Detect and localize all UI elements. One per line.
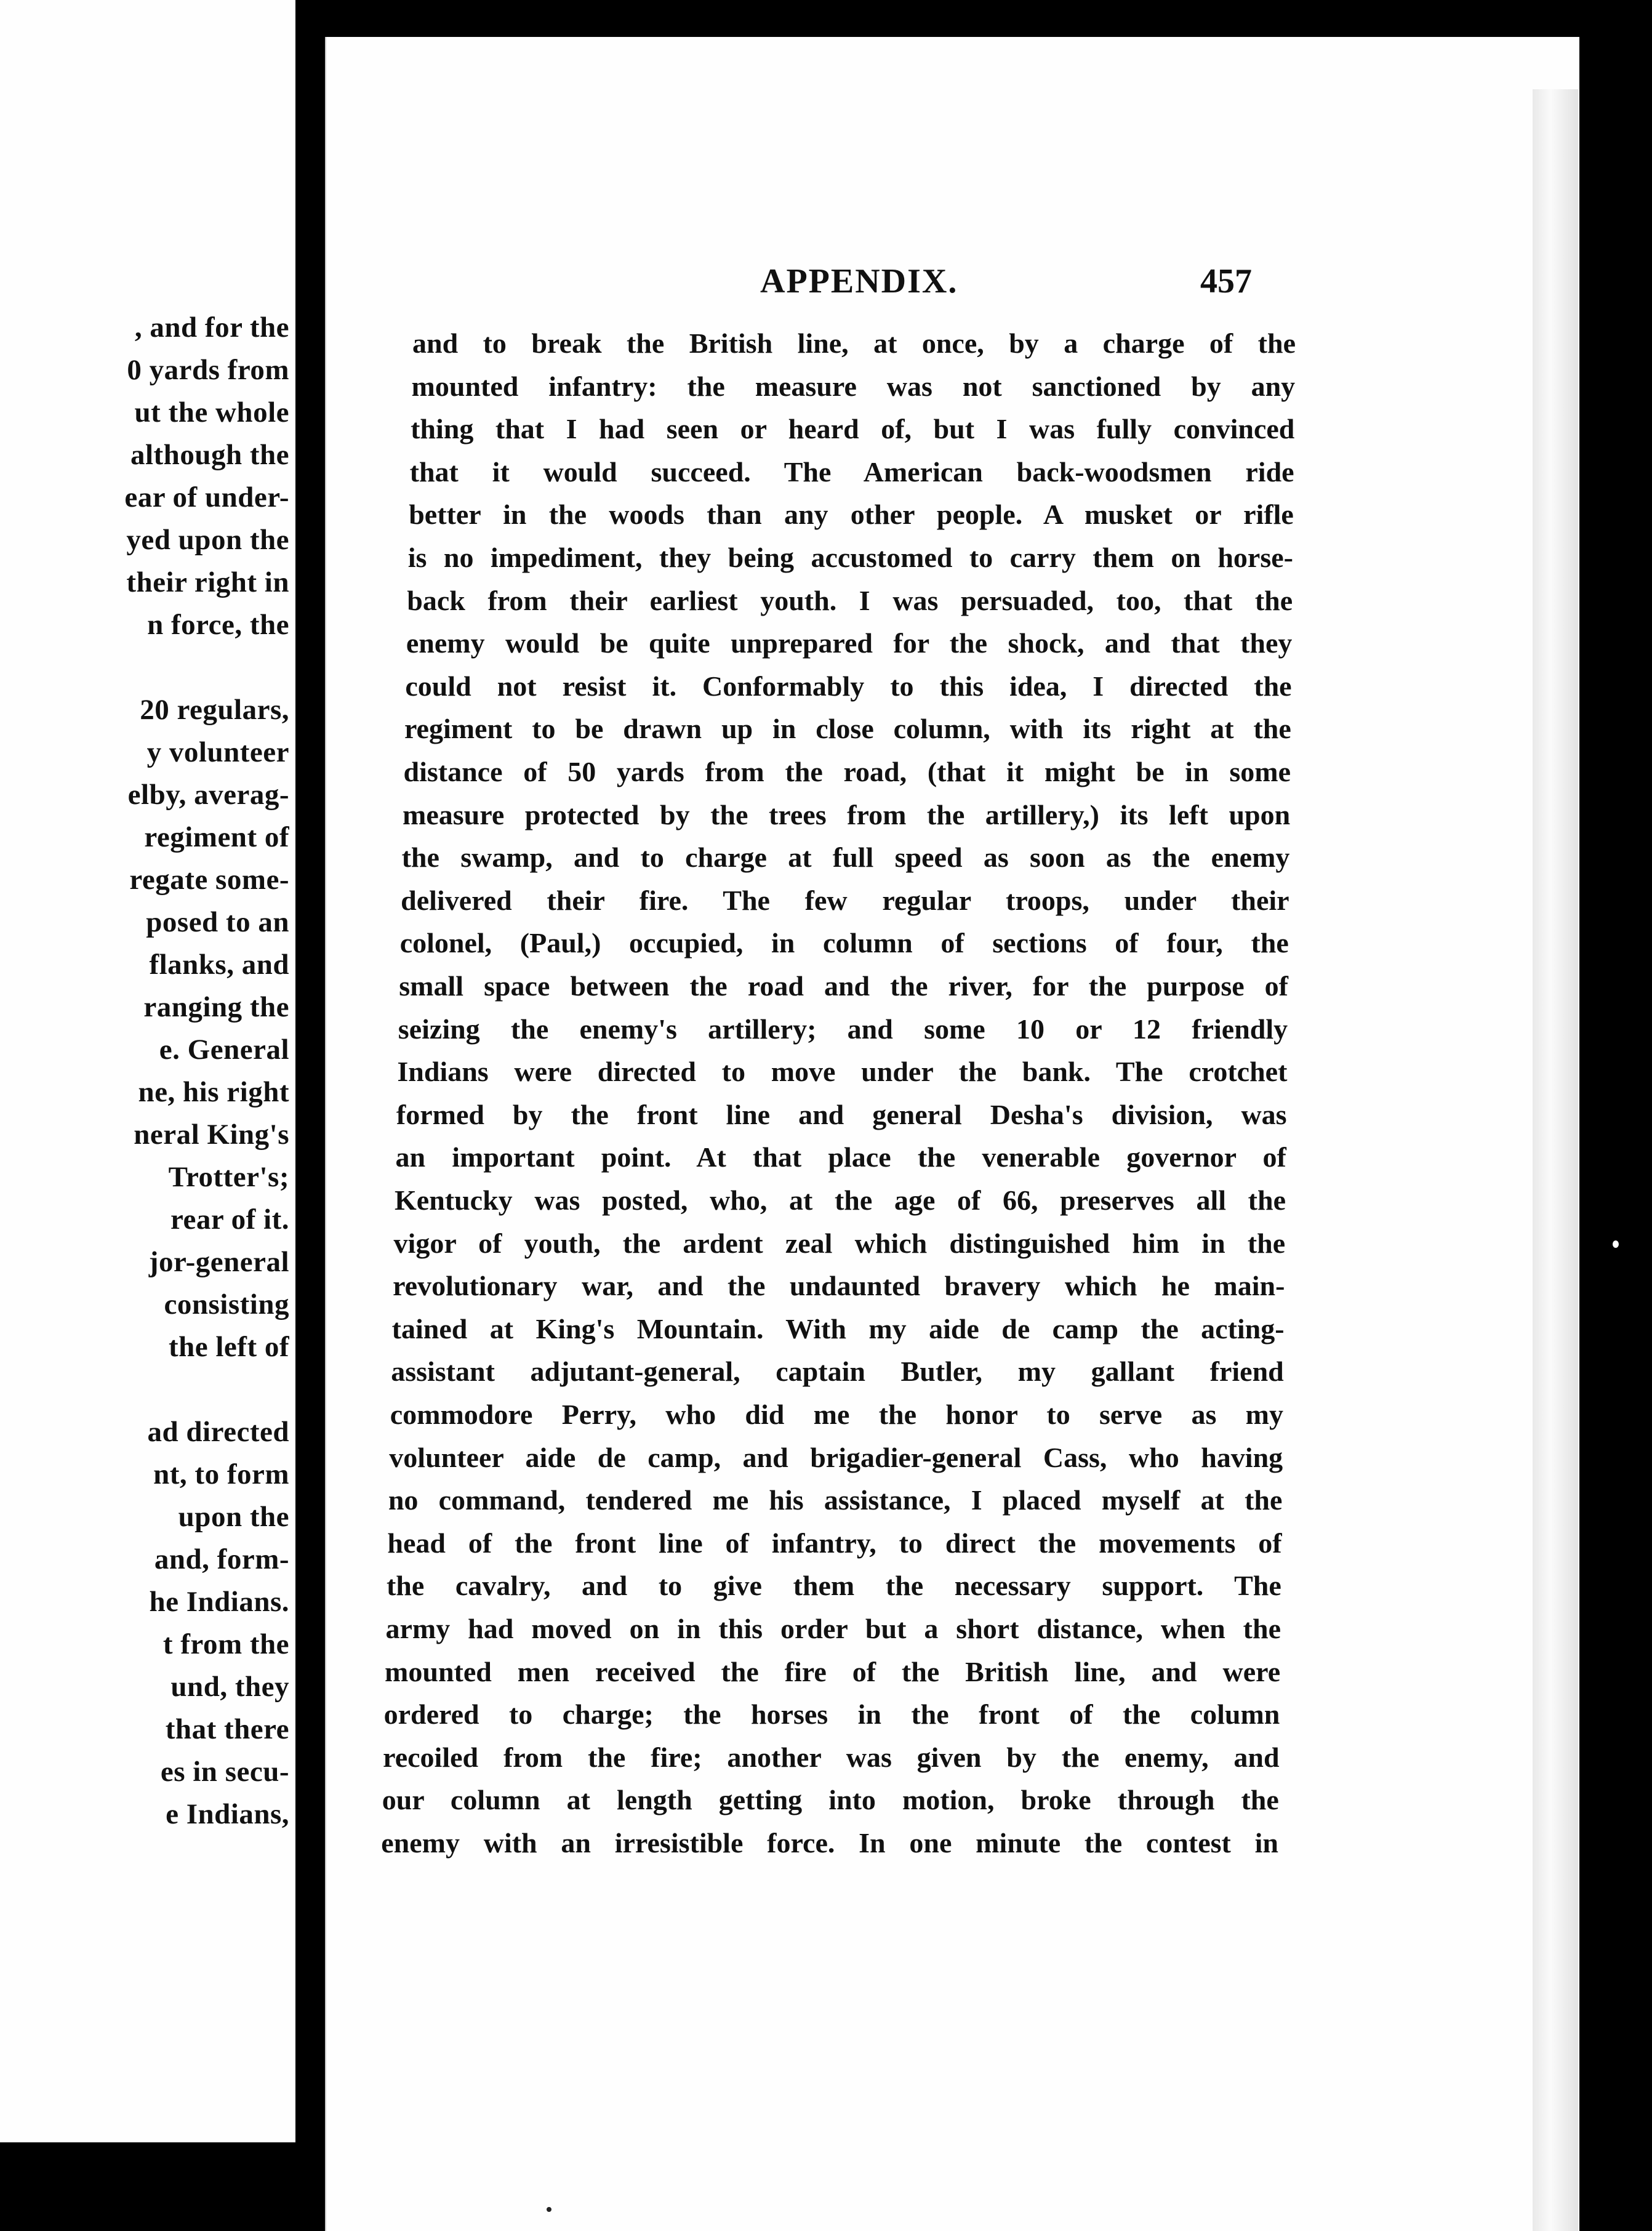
text-line: army had moved on in this order but a short distance, when the — [385, 1613, 1281, 1644]
previous-page-line: he Indians. — [149, 1586, 289, 1618]
text-line: vigor of youth, the ardent zeal which distinguished him in the — [393, 1227, 1286, 1259]
page-edge — [1533, 89, 1578, 2231]
previous-page-line: Trotter's; — [168, 1161, 289, 1193]
text-line: recoiled from the fire; another was given by the enemy, and — [383, 1741, 1280, 1773]
previous-page-line: the left of — [168, 1331, 289, 1363]
previous-page-line: y volunteer — [146, 736, 289, 768]
previous-page-line: ne, his right — [138, 1076, 289, 1108]
text-line: volunteer aide de camp, and brigadier-general Cass, who having — [389, 1441, 1283, 1473]
previous-page-line: es in secu- — [160, 1756, 289, 1788]
text-line: head of the front line of infantry, to direct the movements of — [387, 1527, 1282, 1559]
text-line: regiment to be drawn up in close column, with its right at the — [404, 713, 1291, 745]
previous-page-line: 20 regulars, — [140, 694, 289, 726]
text-line: measure protected by the trees from the artillery,) its left upon — [403, 798, 1291, 830]
text-line: distance of 50 yards from the road, (that it might be in some — [403, 756, 1291, 787]
previous-page-line: 0 yards from — [127, 354, 289, 386]
text-line: tained at King's Mountain. With my aide de camp the acting- — [391, 1312, 1285, 1345]
previous-page-line: that there — [165, 1713, 289, 1745]
text-line: enemy would be quite unprepared for the shock, and that they — [406, 627, 1293, 659]
scan-speck — [547, 2207, 551, 2212]
previous-page-line: ear of under- — [124, 481, 289, 513]
text-line: seizing the enemy's artillery; and some 10 or 12 friendly — [398, 1013, 1288, 1045]
text-line: formed by the front line and general Desha's division, was — [396, 1098, 1287, 1130]
text-line: our column at length getting into motion, broke through the — [382, 1784, 1279, 1816]
text-line: the swamp, and to charge at full speed as soon as the enemy — [401, 842, 1290, 874]
text-line: that it would succeed. The American back-woodsmen ride — [409, 456, 1294, 488]
previous-page-line: elby, averag- — [127, 779, 289, 811]
previous-page-line: nt, to form — [153, 1458, 289, 1490]
previous-page-line: although the — [130, 439, 289, 471]
text-line: colonel, (Paul,) occupied, in column of sections of four, the — [399, 927, 1289, 959]
previous-page-line: ad directed — [147, 1416, 289, 1448]
previous-page-line: regate some- — [129, 864, 289, 896]
running-head: APPENDIX. — [760, 262, 958, 300]
previous-page-line: yed upon the — [126, 524, 289, 556]
text-line: revolutionary war, and the undaunted bravery which he main- — [393, 1270, 1285, 1302]
previous-page-line: , and for the — [134, 312, 289, 344]
previous-page-line: ut the whole — [134, 396, 289, 428]
text-line: no command, tendered me his assistance, I placed myself at the — [388, 1484, 1283, 1516]
text-line: thing that I had seen or heard of, but I was fully convinced — [411, 413, 1295, 445]
previous-page-line: e Indians, — [166, 1798, 289, 1830]
previous-page — [0, 0, 295, 2142]
scan-speck — [1613, 1240, 1619, 1248]
previous-page-line: rear of it. — [170, 1204, 289, 1236]
text-line: delivered their fire. The few regular troops, under their — [401, 884, 1289, 916]
text-line: mounted men received the fire of the British line, and were — [385, 1655, 1281, 1687]
text-line: is no impediment, they being accustomed to carry them on horse- — [407, 542, 1293, 573]
previous-page-line: jor-general — [148, 1246, 289, 1278]
text-line: the cavalry, and to give them the necessary support. The — [386, 1570, 1281, 1602]
text-line: could not resist it. Conformably to this idea, I directed the — [405, 670, 1292, 702]
previous-page-line: regiment of — [144, 821, 289, 853]
previous-page-line: their right in — [126, 566, 289, 598]
previous-page-line: neral King's — [134, 1119, 289, 1151]
previous-page-line: upon the — [178, 1501, 289, 1533]
text-line: ordered to charge; the horses in the front of the column — [383, 1698, 1280, 1731]
text-line: commodore Perry, who did me the honor to serve as my — [390, 1399, 1283, 1430]
page-number: 457 — [1200, 262, 1252, 300]
text-line: better in the woods than any other people. A musket or rifle — [409, 499, 1294, 531]
previous-page-line: consisting — [164, 1288, 289, 1321]
previous-page-line: e. General — [159, 1034, 289, 1066]
text-line: enemy with an irresistible force. In one minute the contest in — [381, 1827, 1278, 1859]
previous-page-line: t from the — [162, 1628, 289, 1660]
text-line: and to break the British line, at once, by a charge of the — [412, 328, 1296, 359]
text-line: Indians were directed to move under the bank. The crotchet — [397, 1056, 1288, 1088]
text-line: Kentucky was posted, who, at the age of 66, preserves all the — [395, 1184, 1286, 1216]
current-page — [325, 37, 1579, 2231]
text-line: small space between the road and the river, for the purpose of — [399, 970, 1288, 1002]
previous-page-line: posed to an — [146, 906, 289, 938]
previous-page-line: and, form- — [154, 1543, 289, 1575]
previous-page-line: n force, the — [147, 609, 289, 641]
text-line: back from their earliest youth. I was persuaded, too, that the — [407, 584, 1293, 616]
text-line: assistant adjutant-general, captain Butler, my gallant friend — [391, 1356, 1284, 1388]
previous-page-line: und, they — [170, 1671, 289, 1703]
previous-page-line: ranging the — [143, 991, 289, 1023]
text-line: mounted infantry: the measure was not sanctioned by any — [411, 370, 1296, 402]
previous-page-line: flanks, and — [149, 949, 289, 981]
text-line: an important point. At that place the venerable governor of — [395, 1141, 1286, 1173]
